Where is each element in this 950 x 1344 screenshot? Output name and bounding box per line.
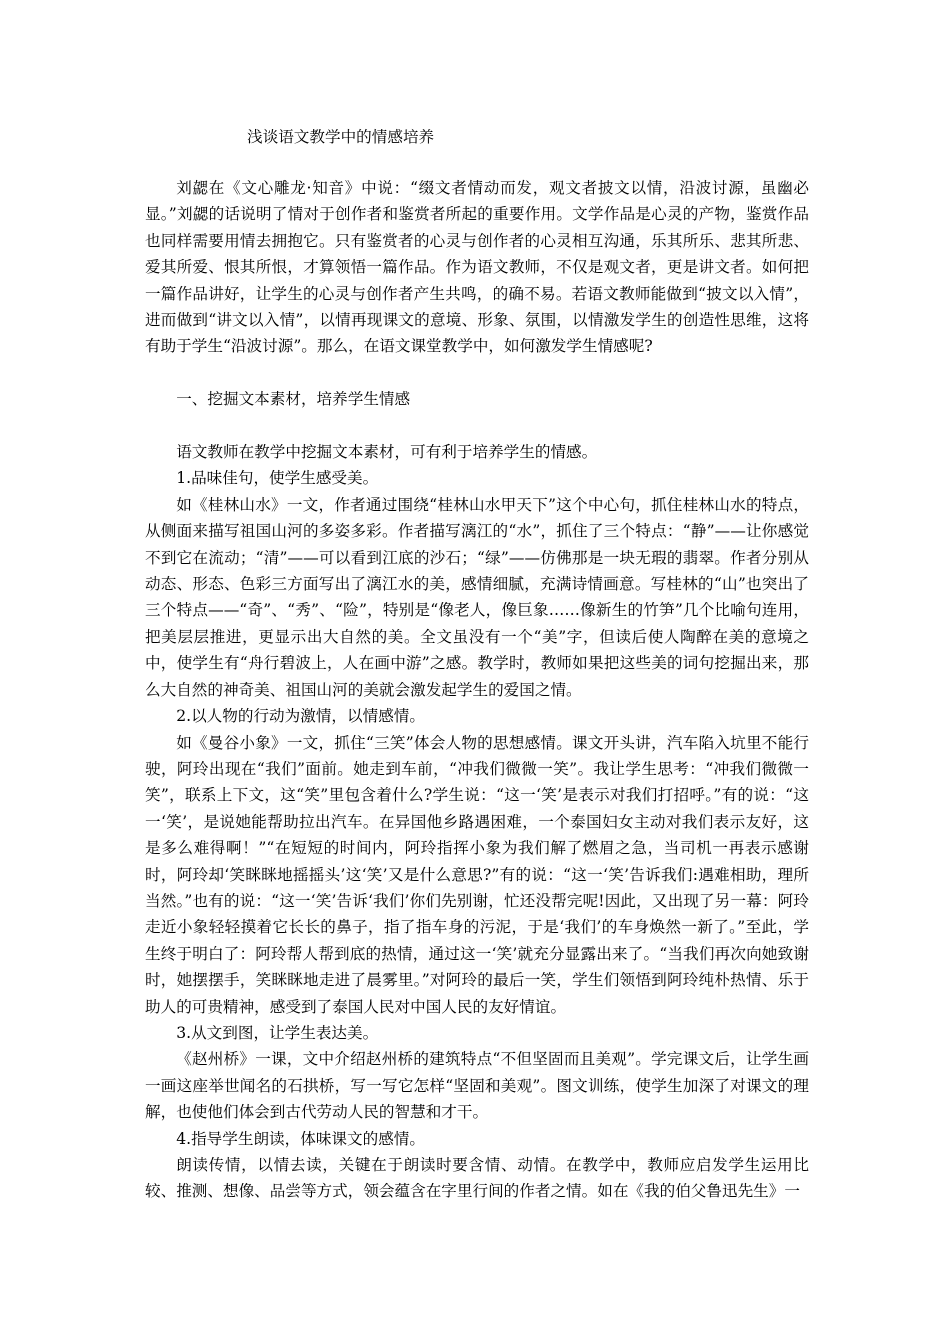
intro-paragraph: 刘勰在《文心雕龙·知音》中说：“缀文者情动而发，观文者披文以情，沿波讨源，虽幽必显。”刘勰的话说明了情对于创作者和鉴赏者所起的重要作用。文学作品是心灵的产物，鉴赏作品也同样需要用情去拥抱它。只有鉴赏者的心灵与创作者的心灵相互沟通，乐其所乐、悲其所悲、爱其所爱、恨其所恨，才算领悟一篇作品。作为语文教师，不仅是观文者，更是讲文者。如何把一篇作品讲好，让学生的心灵与创作者产生共鸣，的确不易。若语文教师能做到“披文以入情”，进而做到“讲文以入情”，以情再现课文的意境、形象、氛围，以情激发学生的创造性思维，这将有助于学生“沿波讨源”。那么，在语文课堂教学中，如何激发学生情感呢? [145,179,809,356]
point-body: 如《曼谷小象》一文，抓住“三笑”体会人物的思想感情。课文开头讲，汽车陷入坑里不能行驶，阿玲出现在“我们”面前。她走到车前，“冲我们微微一笑”。我让学生思考：“冲我们微微一笑”，联系上下文，这“笑”里包含着什么?学生说：“这一‘笑’是表示对我们打招呼。”有的说：“这一‘笑’，是说她能帮助拉出汽车。在异国他乡路遇困难，一个泰国妇女主动对我们表示友好，这是多么难得啊！”“在短短的时间内，阿玲指挥小象为我们解了燃眉之急，当司机一再表示感谢时，阿玲却‘笑眯眯地摇摇头’这‘笑’又是什么意思?”有的说：“这一‘笑’告诉我们:遇难相助，理所当然。”也有的说：“这一‘笑’告诉‘我们’你们先别谢，忙还没帮完呢!因此，又出现了另一幕：阿玲走近小象轻轻摸着它长长的鼻子，指了指车身的污泥，于是‘我们’的车身焕然一新了。”至此，学生终于明白了：阿玲帮人帮到底的热情，通过这一‘笑’就充分显露出来了。“当我们再次向她致谢时，她摆摆手，笑眯眯地走进了晨雾里。”对阿玲的最后一笑，学生们领悟到阿玲纯朴热情、乐于助人的可贵精神，感受到了泰国人民对中国人民的友好情谊。 [145,733,809,1016]
point-heading: 2.以人物的行动为激情，以情感情。 [176,707,425,726]
section-intro-paragraph: 语文教师在教学中挖掘文本素材，可有利于培养学生的情感。 [176,443,598,462]
document-title: 浅谈语文教学中的情感培养 [247,128,435,146]
paragraph-gap [145,413,809,439]
point-body: 如《桂林山水》一文，作者通过围绕“桂林山水甲天下”这个中心句，抓住桂林山水的特点，从侧面来描写祖国山河的多姿多彩。作者描写漓江的“水”，抓住了三个特点：“静”——让你感觉不到它在流动；“清”——可以看到江底的沙石；“绿”——仿佛那是一块无瑕的翡翠。作者分别从动态、形态、色彩三方面写出了漓江水的美，感情细腻，充满诗情画意。写桂林的“山”也突出了三个特点——“奇”、“秀”、“险”，特别是“像老人，像巨象……像新生的竹笋”几个比喻句连用，把美层层推进，更显示出大自然的美。全文虽没有一个“美”字，但读后使人陶醉在美的意境之中，使学生有“舟行碧波上，人在画中游”之感。教学时，教师如果把这些美的词句挖掘出来，那么大自然的神奇美、祖国山河的美就会激发起学生的爱国之情。 [145,495,809,699]
point-heading: 3.从文到图，让学生表达美。 [176,1023,379,1042]
document-body [145,175,809,1205]
paragraph-gap [145,360,809,386]
section-heading: 一、挖掘文本素材，培养学生情感 [176,390,411,409]
point-heading: 4.指导学生朗读，体味课文的感情。 [176,1129,425,1148]
point-heading: 1.品味佳句，使学生感受美。 [176,469,379,488]
point-body: 《赵州桥》一课，文中介绍赵州桥的建筑特点“不但坚固而且美观”。学完课文后，让学生画一画这座举世闻名的石拱桥，写一写它怎样“坚固和美观”。图文训练，使学生加深了对课文的理解，也使他们体会到古代劳动人民的智慧和才干。 [145,1050,809,1122]
point-body: 朗读传情，以情去读，关键在于朗读时要含情、动情。在教学中，教师应启发学生运用比较、推测、想像、品尝等方式，领会蕴含在字里行间的作者之情。如在《我的伯父鲁迅先生》一 [145,1156,809,1201]
